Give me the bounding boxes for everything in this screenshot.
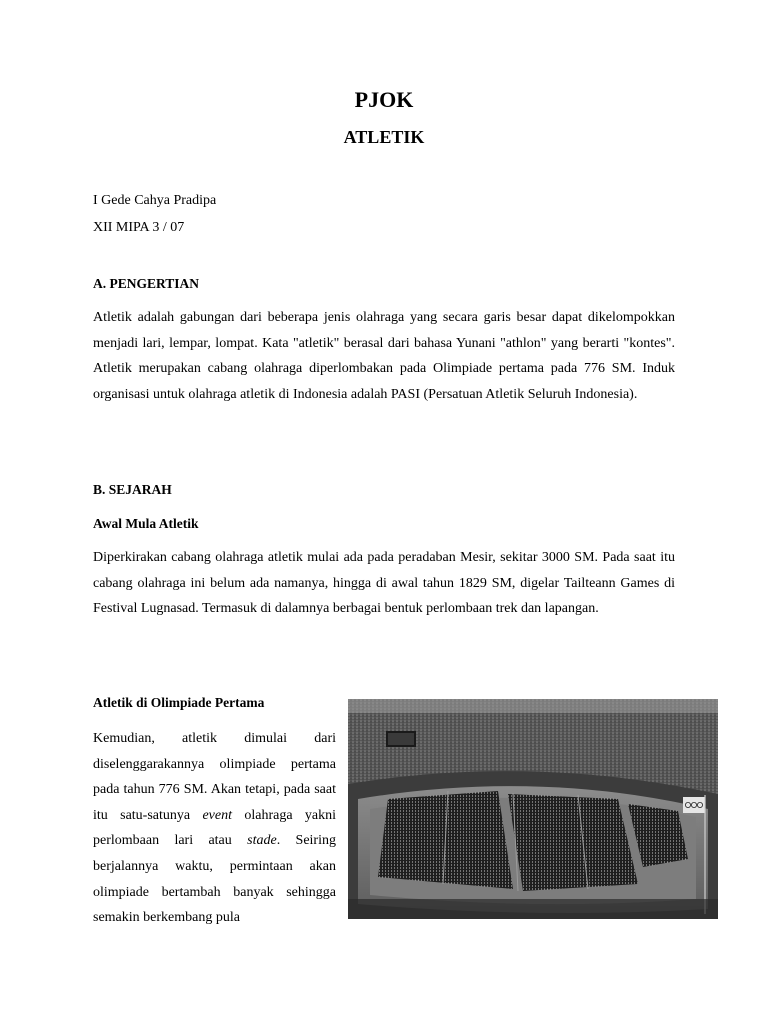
subsection-olimpiade-body [93,726,336,931]
olimpiade-body-text-3: . Seiring berjalannya waktu, permintaan akan olimpiade bertambah banyak sehingga semakin berkembang pula [93,833,336,926]
olympic-stadium-photo [348,699,718,919]
document-subtitle: ATLETIK [343,127,425,147]
section-a-body: Atletik adalah gabungan dari beberapa jenis olahraga yang secara garis besar dapat dikelompokkan menjadi lari, lempar, lompat. Kata "atletik" berasal dari bahasa Yunani "athlon" yang berarti "kontes". Atletik merupakan cabang olahraga diperlombakan pada Olimpiade pertama pada 776 SM. Induk organisasi untuk olahraga atletik di Indonesia adalah PASI (Persatuan Atletik Seluruh Indonesia). [93,310,675,402]
document-title: PJOK [354,87,414,112]
subsection-olimpiade-heading: Atletik di Olimpiade Pertama [93,695,265,710]
subsection-awal-mula-body: Diperkirakan cabang olahraga atletik mulai ada pada peradaban Mesir, sekitar 3000 SM. Pada saat itu cabang olahraga ini belum ada namanya, hingga di awal tahun 1829 SM, digelar Tailteann Games di Festival Lugnasad. Termasuk di dalamnya berbagai bentuk perlombaan trek dan lapangan. [93,550,675,617]
section-a-heading: A. PENGERTIAN [93,276,200,291]
olimpiade-body-text-1: Kemudian, atletik dimulai dari diselenggarakannya olimpiade pertama pada tahun 776 SM. Akan tetapi, pada saat itu satu-satunya [93,731,336,823]
olimpiade-body-em-event: event [202,807,232,823]
author-class: XII MIPA 3 / 07 [93,220,185,235]
subsection-awal-mula-heading: Awal Mula Atletik [93,516,199,531]
olimpiade-body-text-2: olahraga yakni perlombaan lari atau [93,807,336,849]
author-name: I Gede Cahya Pradipa [93,193,217,208]
section-b-heading: B. SEJARAH [93,482,172,497]
olimpiade-body-em-stade: stade [247,833,277,849]
